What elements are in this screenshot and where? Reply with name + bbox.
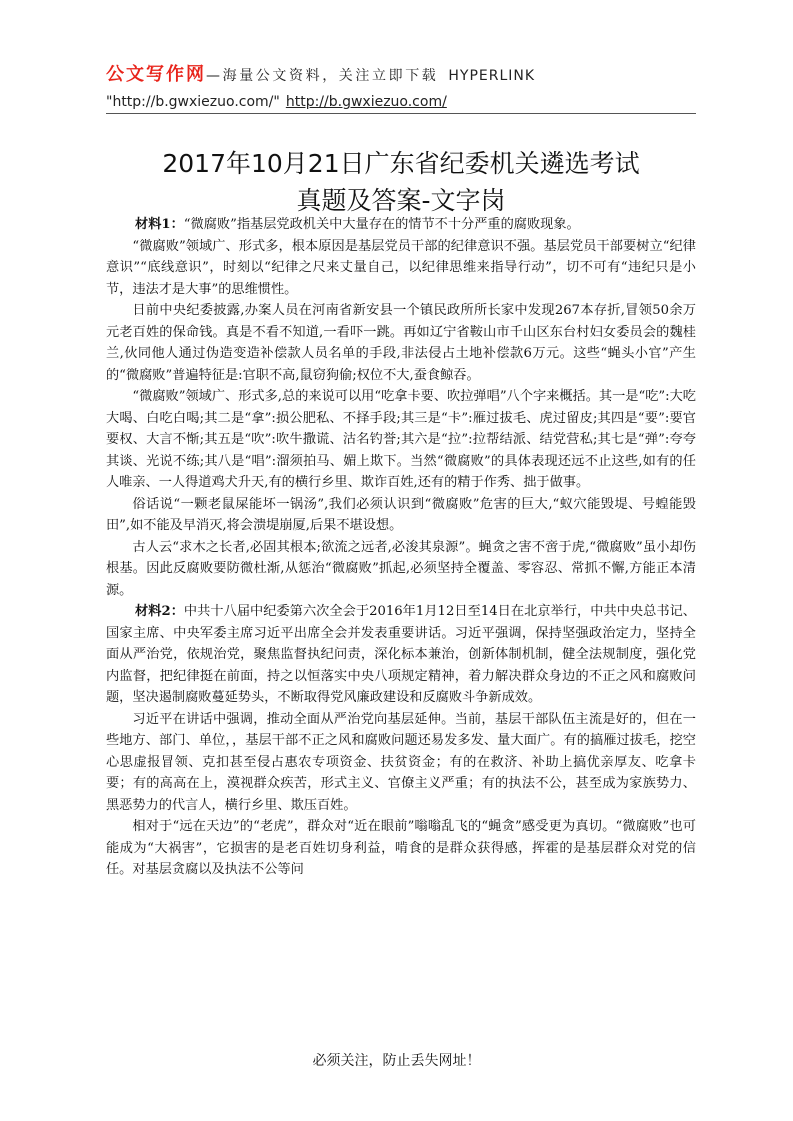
paragraph (106, 386, 696, 494)
paragraph-text: 俗话说“一颗老鼠屎能坏一锅汤”,我们必须认识到“微腐败”危害的巨大,“蚁穴能毁堤、号蝗能毁田”,如不能及早消灭,将会溃堤崩厦,后果不堪设想。 (106, 496, 696, 533)
paragraph (106, 236, 696, 301)
paragraph (106, 601, 696, 709)
document-body (106, 214, 696, 881)
document-title (106, 145, 696, 219)
title-line-2: 真题及答案-文字岗 (296, 186, 506, 215)
hyperlink-label: HYPERLINK (448, 68, 536, 84)
paragraph-text: 中共十八届中纪委第六次全会于2016年1月12日至14日在北京举行，中共中央总书记、国家主席、中央军委主席习近平出席全会并发表重要讲话。习近平强调，保持坚强政治定力，坚持全面从严治党，依规治党，聚焦监督执纪问责，深化标本兼治，创新体制机制，健全法规制度，强化党内监督，把纪律挺在前面，持之以恒落实中央八项规定精神，着力解决群众身边的不正之风和腐败问题，坚决遏制腐败蔓延势头，不断取得党风廉政建设和反腐败斗争新成效。 (106, 604, 696, 705)
header-divider (106, 113, 696, 114)
site-brand[interactable]: 公文写作网 (106, 64, 206, 85)
paragraph-text: “微腐败”指基层党政机关中大量存在的情节不十分严重的腐败现象。 (183, 217, 580, 232)
site-tagline: —海量公文资料，关注立即下载 (206, 68, 439, 84)
paragraph (106, 214, 696, 236)
paragraph-text: 相对于“远在天边”的“老虎”，群众对“近在眼前”嗡嗡乱飞的“蝇贪”感受更为真切。“微腐败”也可能成为“大祸害”，它损害的是老百姓切身利益，啃食的是群众获得感，挥霍的是基层群众对党的信任。对基层贪腐以及执法不公等问 (106, 819, 696, 877)
paragraph-text: 古人云“求木之长者,必固其根本;欲流之远者,必浚其泉源”。蝇贪之害不啻于虎,“微腐败”虽小却伤根基。因此反腐败要防微杜渐,从惩治“微腐败”抓起,必须坚持全覆盖、零容忍、常抓不懈,方能正本清源。 (106, 539, 696, 598)
header-line (106, 60, 696, 90)
header-url-line (106, 94, 696, 110)
paragraph (106, 537, 696, 602)
site-url-link[interactable]: http://b.gwxiezuo.com/ (285, 94, 447, 110)
page-footer: 必须关注，防止丢失网址！ (312, 1053, 481, 1069)
paragraph-text: 日前中央纪委披露,办案人员在河南省新安县一个镇民政所所长家中发现267本存折,冒领50余万元老百姓的保命钱。真是不看不知道,一看吓一跳。再如辽宁省鞍山市千山区东台村妇女委员会的魏桂兰,伙同他人通过伪造变造补偿款人员名单的手段,非法侵占土地补偿款6万元。这些“蝇头小官”产生的“微腐败”普遍特征是:官职不高,鼠窃狗偷;权位不大,蚕食鲸吞。 (106, 303, 696, 383)
title-line-1: 2017年10月21日广东省纪委机关遴选考试 (162, 149, 640, 178)
paragraph (106, 494, 696, 537)
paragraph-text: “微腐败”领域广、形式多,总的来说可以用“吃拿卡要、吹拉弹唱”八个字来概括。其一是“吃”:大吃大喝、白吃白喝;其二是“拿”:损公肥私、不择手段;其三是“卡”:雁过拔毛、虎过留皮;其四是“要”:要官要权、大言不惭;其五是“吹”:吹牛撒谎、沽名钓誉;其六是“拉”:拉帮结派、结党营私;其七是“弹”:夸夸其谈、光说不练;其八是“唱”:溜须拍马、媚上欺下。当然“微腐败”的具体表现还远不止这些,如有的任人唯亲、一人得道鸡犬升天,有的横行乡里、欺诈百姓,还有的精于作秀、拙于做事。 (106, 389, 696, 490)
paragraph-text: “微腐败”领域广、形式多，根本原因是基层党员干部的纪律意识不强。基层党员干部要树立“纪律意识”“底线意识”，时刻以“纪律之尺来丈量自己，以纪律思维来指导行动”，切不可有“违纪只是小节，违法才是大事”的思维惯性。 (106, 238, 696, 297)
page-header (106, 60, 696, 114)
material-label: 材料2： (135, 604, 184, 619)
paragraph (106, 300, 696, 386)
paragraph (106, 709, 696, 817)
paragraph (106, 816, 696, 881)
material-label: 材料1： (135, 217, 184, 232)
paragraph-text: 习近平在讲话中强调，推动全面从严治党向基层延伸。当前，基层干部队伍主流是好的，但在一些地方、部门、单位，，基层干部不正之风和腐败问题还易发多发、量大面广。有的搞雁过拔毛，挖空心思虚报冒领、克扣甚至侵占惠农专项资金、扶贫资金；有的在救济、补助上搞优亲厚友、吃拿卡要；有的高高在上，漠视群众疾苦，形式主义、官僚主义严重；有的执法不公，甚至成为家族势力、黑恶势力的代言人，横行乡里、欺压百姓。 (106, 711, 696, 813)
url-quoted: "http://b.gwxiezuo.com/" (106, 94, 280, 110)
